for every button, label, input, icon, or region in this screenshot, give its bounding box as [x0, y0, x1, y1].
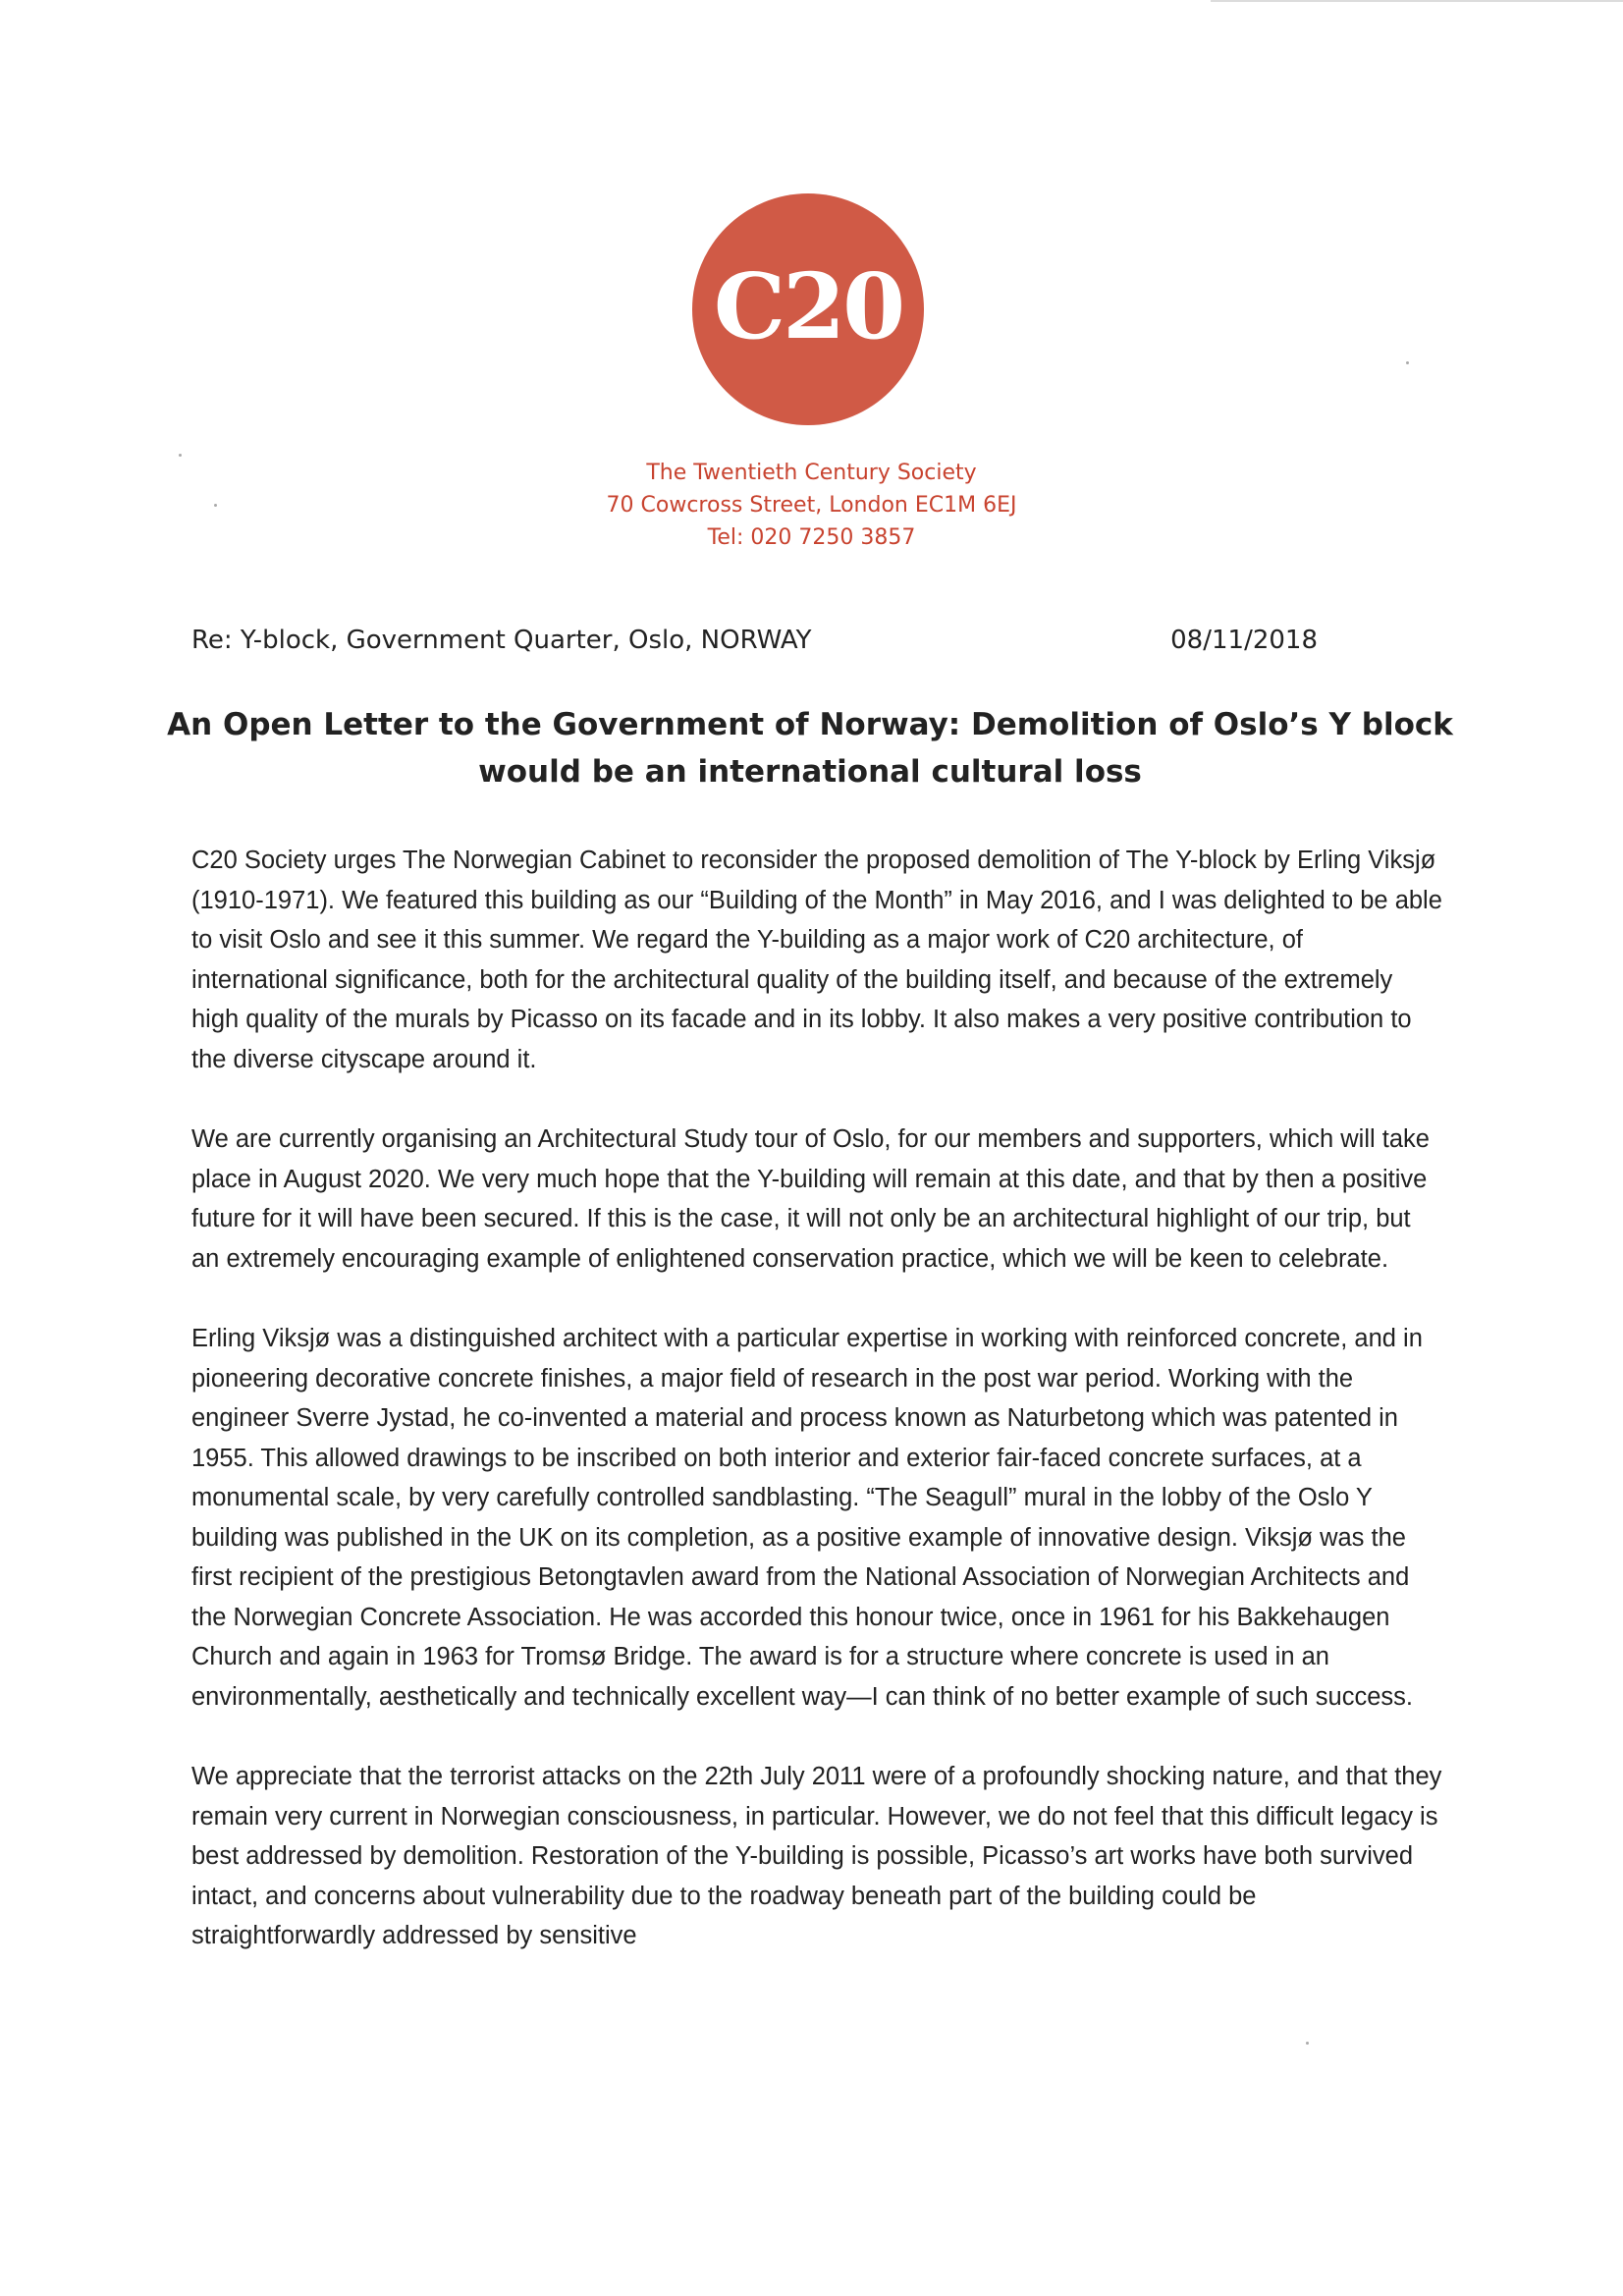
c20-logo-text: C20: [713, 253, 903, 359]
body-paragraph: Erling Viksjø was a distinguished architect with a particular expertise in working with reinforced concrete, and in pioneering decorative concrete finishes, a major field of research in the post war period. Working with the engineer Sverre Jystad, he co-invented a material and process known as Naturbetong which was patented in 1955. This allowed drawings to be inscribed on both interior and exterior fair-faced concrete surfaces, at a monumental scale, by very carefully controlled sandblasting. “The Seagull” mural in the lobby of the Oslo Y building was published in the UK on its completion, as a positive example of innovative design. Viksjø was the first recipient of the prestigious Betongtavlen award from the National Association of Norwegian Architects and the Norwegian Concrete Association. He was accorded this honour twice, once in 1961 for his Bakkehaugen Church and again in 1963 for Tromsø Bridge. The award is for a structure where concrete is used in an environmentally, aesthetically and technically excellent way—I can think of no better example of such success.: [191, 1325, 1423, 1711]
organisation-name: The Twentieth Century Society: [646, 461, 977, 485]
c20-logo: [692, 193, 924, 425]
scan-speck: [1406, 361, 1409, 364]
letter-date: 08/11/2018: [1170, 626, 1318, 655]
body-paragraph: We are currently organising an Architectural Study tour of Oslo, for our members and supporters, which will take place in August 2020. We very much hope that the Y-building will remain at this date, and that by then a positive future for it will have been secured. If this is the case, it will not only be an architectural highlight of our trip, but an extremely encouraging example of enlightened conservation practice, which we will be keen to celebrate.: [191, 1125, 1430, 1273]
organisation-address: 70 Cowcross Street, London EC1M 6EJ: [606, 493, 1017, 518]
letter-title: [157, 701, 1463, 795]
body-paragraph: We appreciate that the terrorist attacks on the 22th July 2011 were of a profoundly shocking nature, and that they remain very current in Norwegian consciousness, in particular. However, we do not feel that this difficult legacy is best addressed by demolition. Restoration of the Y-building is possible, Picasso’s art works have both survived intact, and concerns about vulnerability due to the roadway beneath part of the building could be straightforwardly addressed by sensitive: [191, 1763, 1442, 1949]
letter-body: [191, 841, 1443, 1996]
letter-title-line-2: would be an international cultural loss: [478, 754, 1142, 790]
letterhead-contact: [0, 457, 1623, 554]
scan-edge-line: [1211, 0, 1623, 2]
subject-reference: Re: Y-block, Government Quarter, Oslo, NORWAY: [191, 626, 812, 655]
scan-speck: [1306, 2042, 1309, 2045]
letter-title-line-1: An Open Letter to the Government of Norway: Demolition of Oslo’s Y block: [167, 707, 1453, 742]
organisation-telephone: Tel: 020 7250 3857: [707, 525, 916, 550]
body-paragraph: C20 Society urges The Norwegian Cabinet to reconsider the proposed demolition of The Y-block by Erling Viksjø (1910-1971). We featured this building as our “Building of the Month” in May 2016, and I was delighted to be able to visit Oslo and see it this summer. We regard the Y-building as a major work of C20 architecture, of international significance, both for the architectural quality of the building itself, and because of the extremely high quality of the murals by Picasso on its facade and in its lobby. It also makes a very positive contribution to the diverse cityscape around it.: [191, 847, 1442, 1073]
